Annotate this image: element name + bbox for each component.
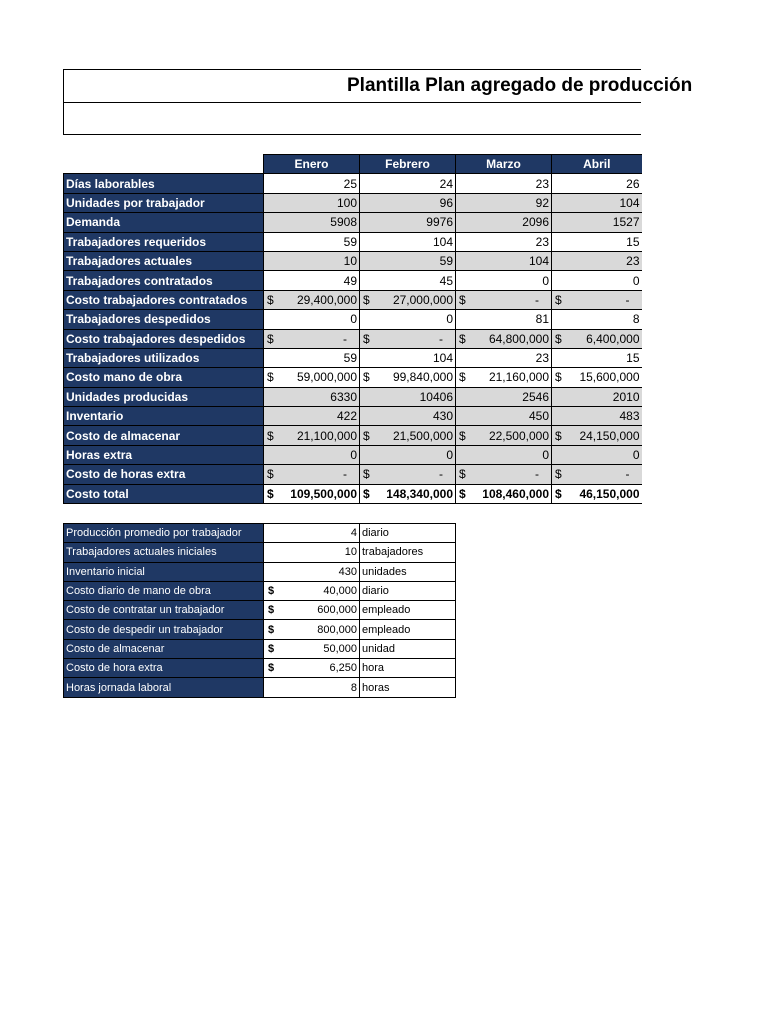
row-label[interactable]: Demanda — [64, 213, 264, 232]
cell-value: 27,000,000 — [392, 292, 453, 307]
row-label[interactable]: Costo de horas extra — [64, 465, 264, 484]
currency-symbol: $ — [268, 662, 275, 675]
parameter-row — [64, 678, 456, 697]
value-cell[interactable] — [456, 484, 552, 503]
currency-symbol: $ — [555, 467, 562, 482]
cell-value: - — [343, 331, 347, 346]
value-cell[interactable]: 0 — [360, 310, 456, 329]
cell-value: 148,340,000 — [386, 486, 453, 501]
parameter-unit[interactable]: empleado — [360, 620, 456, 639]
cell-value: 109,500,000 — [290, 486, 357, 501]
table-row — [64, 465, 642, 484]
table-row — [64, 174, 642, 193]
value-cell[interactable]: 59 — [264, 348, 360, 367]
currency-symbol: $ — [267, 428, 274, 443]
parameter-value[interactable] — [264, 581, 360, 600]
value-cell[interactable]: 23 — [456, 348, 552, 367]
row-label[interactable]: Unidades por trabajador — [64, 193, 264, 212]
month-header[interactable]: Abril — [552, 155, 642, 174]
value-cell[interactable]: 15 — [552, 232, 642, 251]
cell-value: 21,500,000 — [392, 428, 453, 443]
cell-value: - — [439, 467, 443, 482]
parameter-unit[interactable]: horas — [360, 678, 456, 697]
row-label[interactable]: Costo total — [64, 484, 264, 503]
cell-value: 108,460,000 — [482, 486, 549, 501]
parameter-label[interactable]: Costo de contratar un trabajador — [64, 601, 264, 620]
parameter-label[interactable]: Producción promedio por trabajador — [64, 524, 264, 543]
value-cell[interactable] — [360, 484, 456, 503]
table-row — [64, 271, 642, 290]
currency-symbol: $ — [267, 370, 274, 385]
table-row — [64, 387, 642, 406]
row-label[interactable]: Trabajadores requeridos — [64, 232, 264, 251]
month-header[interactable]: Enero — [264, 155, 360, 174]
currency-symbol: $ — [555, 370, 562, 385]
currency-symbol: $ — [555, 428, 562, 443]
value-cell[interactable] — [264, 465, 360, 484]
parameter-value[interactable]: 4 — [264, 524, 360, 543]
currency-symbol: $ — [555, 331, 562, 346]
value-cell[interactable]: 10 — [264, 251, 360, 270]
table-row — [64, 426, 642, 445]
cell-value: 59,000,000 — [296, 370, 357, 385]
value-cell[interactable]: 104 — [552, 193, 642, 212]
cell-value: 21,100,000 — [296, 428, 357, 443]
value-cell[interactable]: 8 — [552, 310, 642, 329]
value-cell[interactable]: 2096 — [456, 213, 552, 232]
parameter-label[interactable]: Costo de almacenar — [64, 639, 264, 658]
currency-symbol: $ — [459, 467, 466, 482]
value-cell[interactable]: 1527 — [552, 213, 642, 232]
value-cell[interactable] — [360, 290, 456, 309]
row-label[interactable]: Unidades producidas — [64, 387, 264, 406]
value-cell[interactable]: 26 — [552, 174, 642, 193]
value-cell[interactable] — [456, 329, 552, 348]
table-row — [64, 368, 642, 387]
value-cell[interactable] — [456, 426, 552, 445]
value-cell[interactable]: 0 — [552, 271, 642, 290]
row-label[interactable]: Trabajadores despedidos — [64, 310, 264, 329]
currency-symbol: $ — [555, 486, 562, 501]
corner-cell — [64, 155, 264, 174]
currency-symbol: $ — [363, 467, 370, 482]
value-cell[interactable]: 25 — [264, 174, 360, 193]
parameter-unit[interactable]: unidad — [360, 639, 456, 658]
value-cell[interactable]: 0 — [456, 445, 552, 464]
parameter-label[interactable]: Inventario inicial — [64, 562, 264, 581]
row-label[interactable]: Trabajadores utilizados — [64, 348, 264, 367]
value-cell[interactable] — [264, 329, 360, 348]
row-label[interactable]: Horas extra — [64, 445, 264, 464]
title-row — [64, 70, 693, 103]
table-row — [64, 445, 642, 464]
row-label[interactable]: Costo mano de obra — [64, 368, 264, 387]
parameter-row — [64, 543, 456, 562]
cell-value: 50,000 — [323, 642, 357, 655]
value-cell[interactable]: 104 — [360, 348, 456, 367]
parameter-row — [64, 659, 456, 678]
currency-symbol: $ — [363, 486, 370, 501]
row-label[interactable]: Días laborables — [64, 174, 264, 193]
parameter-row — [64, 620, 456, 639]
cell-value: 6,400,000 — [586, 331, 640, 346]
value-cell[interactable]: 24 — [360, 174, 456, 193]
cell-value: 600,000 — [317, 604, 357, 617]
cell-value: 6,250 — [329, 662, 357, 675]
cell-value: 29,400,000 — [296, 292, 357, 307]
row-label[interactable]: Costo trabajadores contratados — [64, 290, 264, 309]
currency-symbol: $ — [268, 604, 275, 617]
production-plan-table — [63, 154, 642, 504]
parameter-row — [64, 601, 456, 620]
value-cell[interactable]: 49 — [264, 271, 360, 290]
value-cell[interactable] — [552, 290, 642, 309]
month-header-row — [64, 155, 642, 174]
row-label[interactable]: Inventario — [64, 407, 264, 426]
parameter-value[interactable]: 8 — [264, 678, 360, 697]
currency-symbol: $ — [459, 486, 466, 501]
parameter-value[interactable] — [264, 620, 360, 639]
currency-symbol: $ — [459, 331, 466, 346]
value-cell[interactable] — [360, 465, 456, 484]
plan-rows — [64, 174, 642, 504]
value-cell[interactable] — [552, 484, 642, 503]
value-cell[interactable]: 0 — [360, 445, 456, 464]
value-cell[interactable]: 6330 — [264, 387, 360, 406]
value-cell[interactable] — [456, 465, 552, 484]
currency-symbol: $ — [268, 623, 275, 636]
value-cell[interactable]: 0 — [264, 310, 360, 329]
parameter-unit[interactable]: diario — [360, 581, 456, 600]
value-cell[interactable]: 23 — [456, 174, 552, 193]
value-cell[interactable]: 59 — [264, 232, 360, 251]
value-cell[interactable]: 2010 — [552, 387, 642, 406]
value-cell[interactable]: 104 — [360, 232, 456, 251]
table-row — [64, 484, 642, 503]
row-label[interactable]: Trabajadores contratados — [64, 271, 264, 290]
table-row — [64, 407, 642, 426]
parameter-value[interactable] — [264, 659, 360, 678]
value-cell[interactable]: 92 — [456, 193, 552, 212]
parameter-label[interactable]: Costo diario de mano de obra — [64, 581, 264, 600]
parameter-unit[interactable]: trabajadores — [360, 543, 456, 562]
parameter-unit[interactable]: diario — [360, 524, 456, 543]
value-cell[interactable]: 430 — [360, 407, 456, 426]
table-row — [64, 251, 642, 270]
currency-symbol: $ — [459, 370, 466, 385]
cell-value: 15,600,000 — [579, 370, 640, 385]
currency-symbol: $ — [268, 642, 275, 655]
cell-value: - — [625, 292, 630, 307]
value-cell[interactable] — [456, 368, 552, 387]
value-cell[interactable] — [552, 426, 642, 445]
value-cell[interactable]: 104 — [456, 251, 552, 270]
cell-value: - — [343, 467, 347, 482]
value-cell[interactable]: 5908 — [264, 213, 360, 232]
value-cell[interactable] — [264, 484, 360, 503]
cell-value: 22,500,000 — [488, 428, 549, 443]
value-cell[interactable]: 483 — [552, 407, 642, 426]
currency-symbol: $ — [267, 486, 274, 501]
currency-symbol: $ — [267, 467, 274, 482]
cell-value: 46,150,000 — [579, 486, 640, 501]
cell-value: 64,800,000 — [488, 331, 549, 346]
currency-symbol: $ — [555, 292, 562, 307]
value-cell[interactable] — [360, 426, 456, 445]
value-cell[interactable]: 9976 — [360, 213, 456, 232]
title-box — [63, 69, 693, 135]
table-row — [64, 348, 642, 367]
parameter-value[interactable]: 430 — [264, 562, 360, 581]
table-row — [64, 290, 642, 309]
table-row — [64, 232, 642, 251]
parameter-label[interactable]: Costo de despedir un trabajador — [64, 620, 264, 639]
value-cell[interactable]: 96 — [360, 193, 456, 212]
cell-value: - — [535, 292, 539, 307]
table-row — [64, 213, 642, 232]
currency-symbol: $ — [459, 292, 466, 307]
parameter-label[interactable]: Horas jornada laboral — [64, 678, 264, 697]
parameter-row — [64, 581, 456, 600]
parameter-value[interactable]: 10 — [264, 543, 360, 562]
currency-symbol: $ — [363, 370, 370, 385]
currency-symbol: $ — [267, 331, 274, 346]
parameter-unit[interactable]: hora — [360, 659, 456, 678]
table-row — [64, 193, 642, 212]
value-cell[interactable]: 422 — [264, 407, 360, 426]
value-cell[interactable]: 15 — [552, 348, 642, 367]
value-cell[interactable] — [360, 368, 456, 387]
cell-value: 40,000 — [323, 585, 357, 598]
value-cell[interactable]: 0 — [552, 445, 642, 464]
value-cell[interactable]: 0 — [456, 271, 552, 290]
row-label[interactable]: Costo trabajadores despedidos — [64, 329, 264, 348]
parameter-row — [64, 562, 456, 581]
currency-symbol: $ — [268, 585, 275, 598]
value-cell[interactable]: 45 — [360, 271, 456, 290]
value-cell[interactable]: 10406 — [360, 387, 456, 406]
value-cell[interactable]: 59 — [360, 251, 456, 270]
parameter-label[interactable]: Costo de hora extra — [64, 659, 264, 678]
value-cell[interactable]: 2546 — [456, 387, 552, 406]
month-header[interactable]: Marzo — [456, 155, 552, 174]
month-header[interactable]: Febrero — [360, 155, 456, 174]
parameter-value[interactable] — [264, 601, 360, 620]
value-cell[interactable]: 100 — [264, 193, 360, 212]
parameters-table — [63, 523, 456, 698]
value-cell[interactable] — [264, 290, 360, 309]
parameter-row — [64, 639, 456, 658]
parameter-unit[interactable]: empleado — [360, 601, 456, 620]
value-cell[interactable]: 450 — [456, 407, 552, 426]
parameter-label[interactable]: Trabajadores actuales iniciales — [64, 543, 264, 562]
cell-value: 99,840,000 — [392, 370, 453, 385]
value-cell[interactable]: 23 — [456, 232, 552, 251]
cell-value: 800,000 — [317, 623, 357, 636]
parameter-value[interactable] — [264, 639, 360, 658]
sheet-title: Plantilla Plan agregado de producción — [347, 75, 693, 96]
value-cell[interactable] — [552, 465, 642, 484]
cell-value: - — [535, 467, 539, 482]
parameter-row — [64, 524, 456, 543]
cell-value: - — [625, 467, 630, 482]
parameter-rows — [64, 524, 456, 698]
parameter-unit[interactable]: unidades — [360, 562, 456, 581]
currency-symbol: $ — [267, 292, 274, 307]
row-label[interactable]: Costo de almacenar — [64, 426, 264, 445]
value-cell[interactable] — [264, 368, 360, 387]
currency-symbol: $ — [459, 428, 466, 443]
value-cell[interactable] — [552, 329, 642, 348]
value-cell[interactable]: 0 — [264, 445, 360, 464]
value-cell[interactable]: 23 — [552, 251, 642, 270]
value-cell[interactable] — [552, 368, 642, 387]
cell-value: - — [439, 331, 443, 346]
cell-value: 24,150,000 — [579, 428, 640, 443]
currency-symbol: $ — [363, 428, 370, 443]
cell-value: 21,160,000 — [488, 370, 549, 385]
table-row — [64, 329, 642, 348]
row-label[interactable]: Trabajadores actuales — [64, 251, 264, 270]
value-cell[interactable] — [264, 426, 360, 445]
value-cell[interactable]: 81 — [456, 310, 552, 329]
currency-symbol: $ — [363, 331, 370, 346]
table-row — [64, 310, 642, 329]
value-cell[interactable] — [360, 329, 456, 348]
value-cell[interactable] — [456, 290, 552, 309]
currency-symbol: $ — [363, 292, 370, 307]
